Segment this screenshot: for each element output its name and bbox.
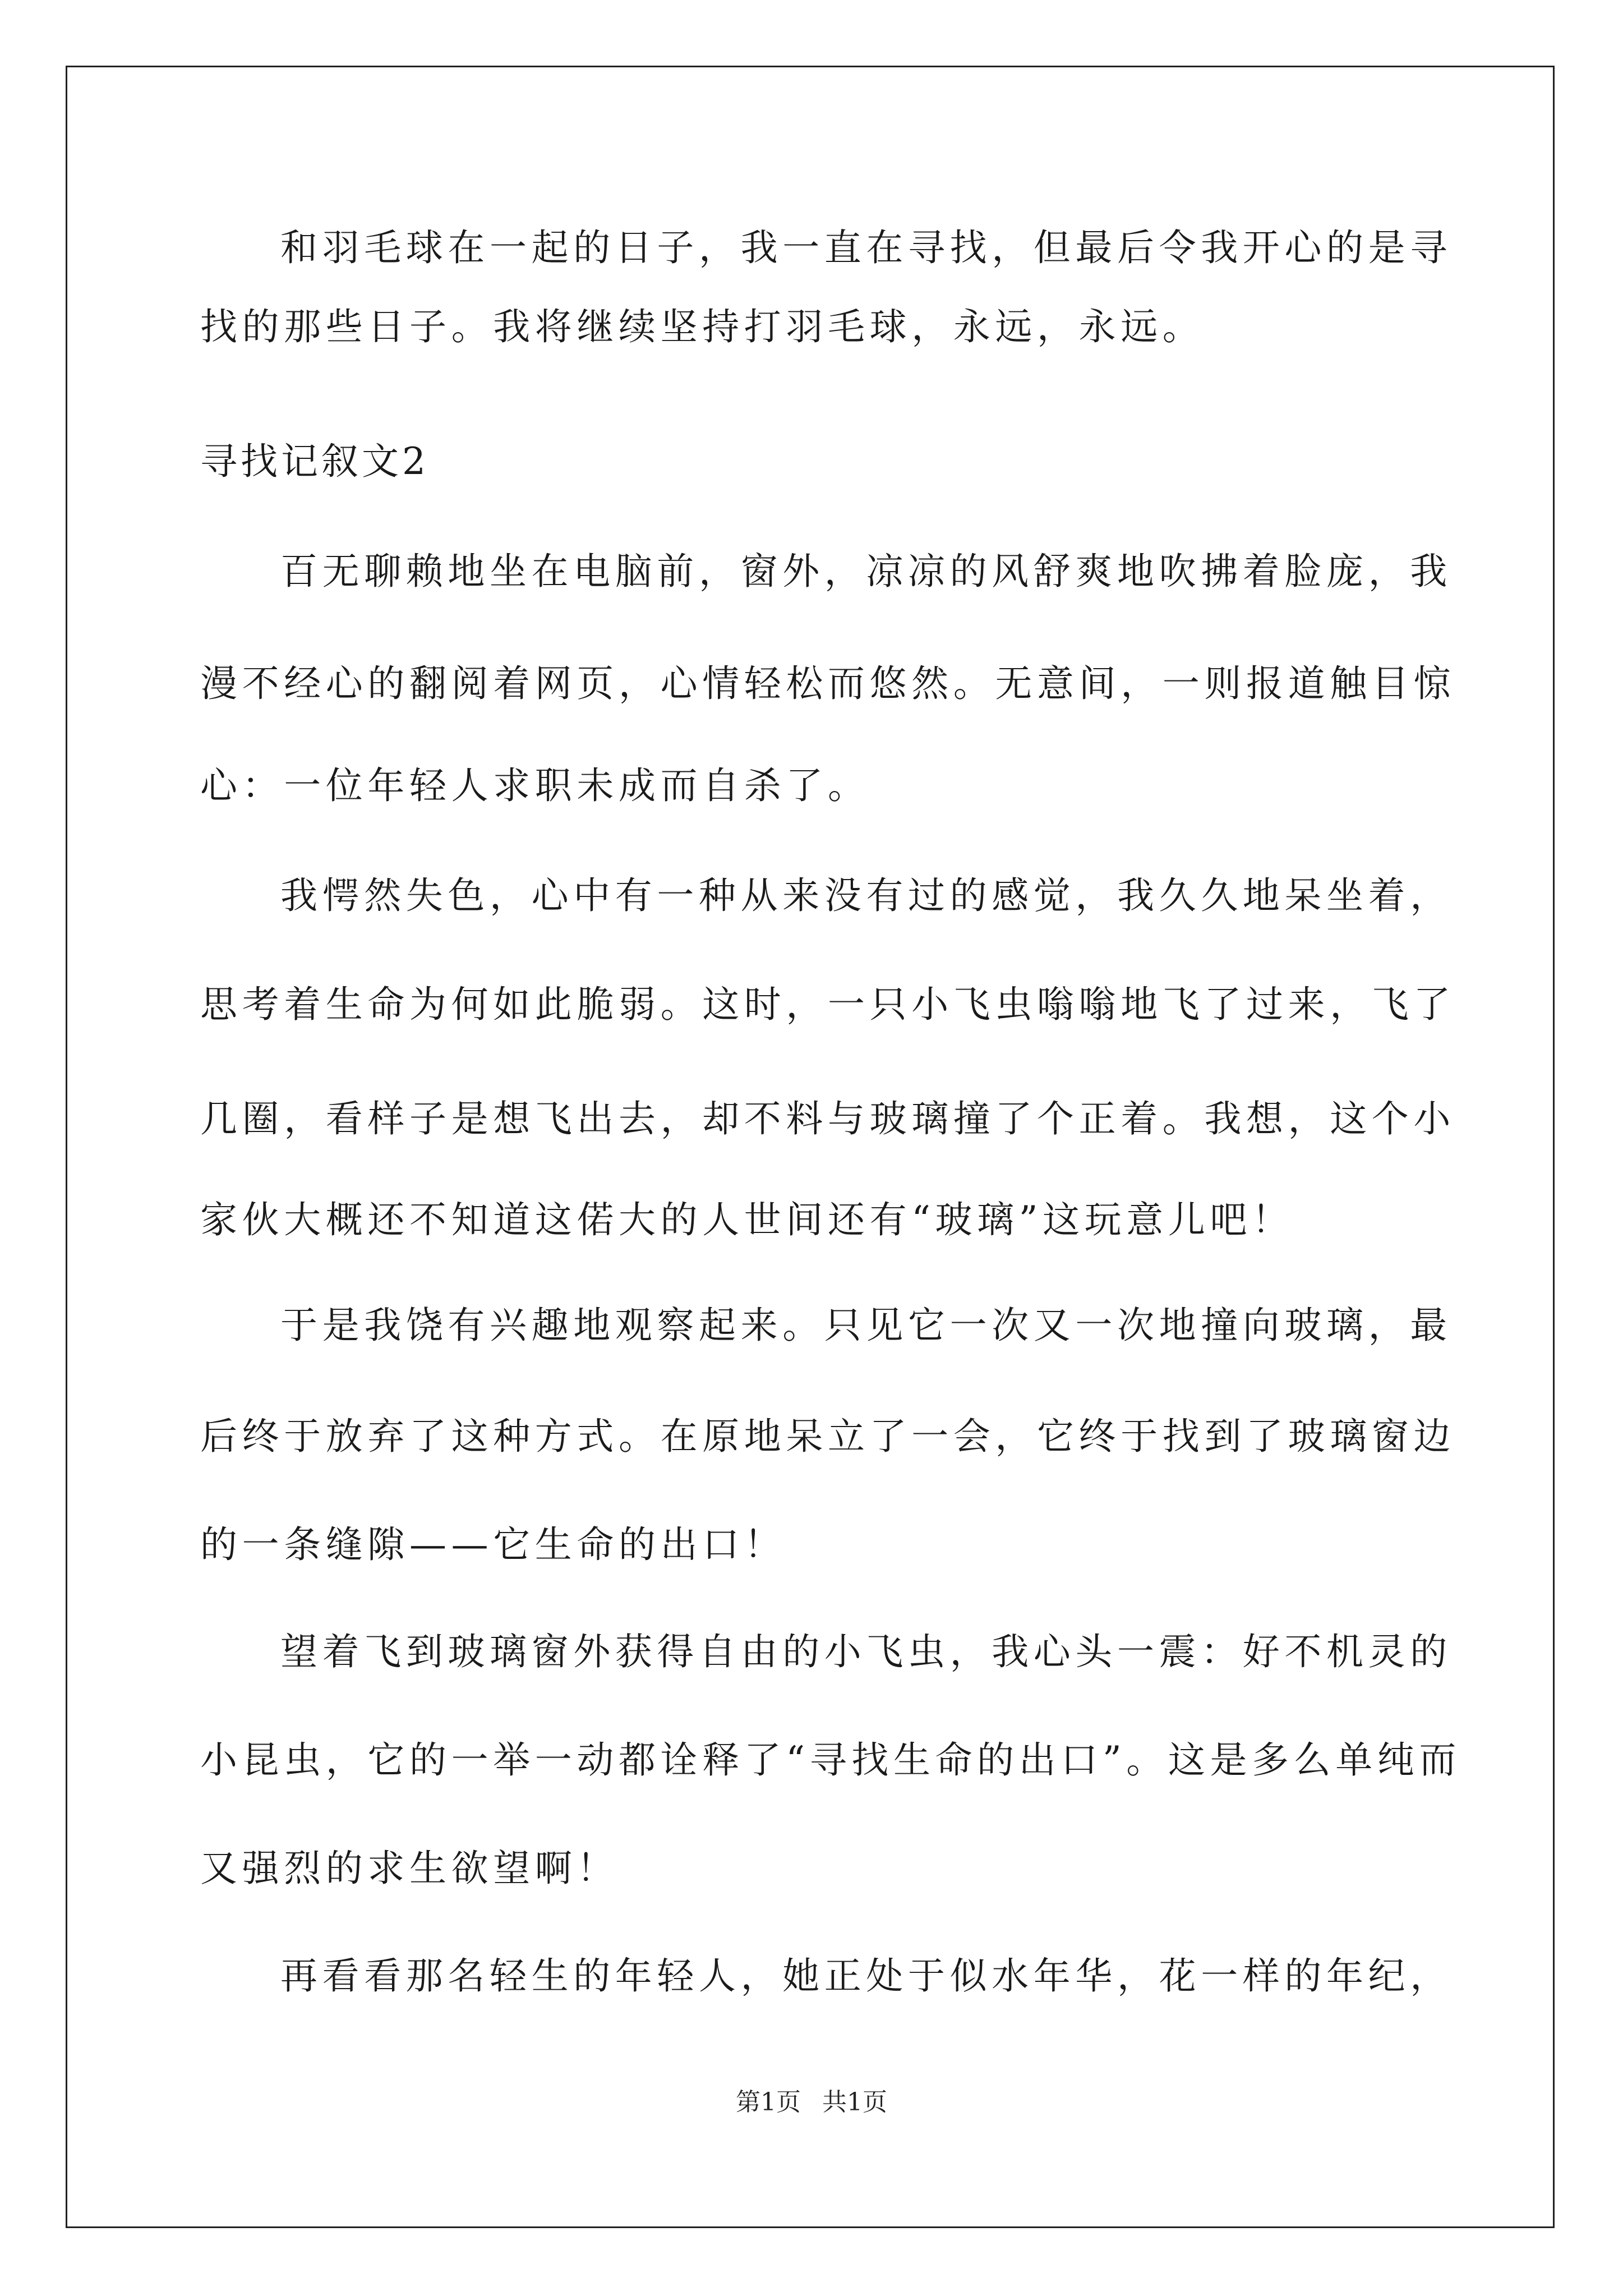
paragraph-line: 百无聊赖地坐在电脑前，窗外，凉凉的风舒爽地吹拂着脸庞，我 <box>280 550 1452 593</box>
page-number: 第1页 <box>736 2088 801 2116</box>
page-border <box>66 66 1555 2228</box>
paragraph-line: 漫不经心的翻阅着网页，心情轻松而悠然。无意间，一则报道触目惊 <box>200 662 1455 705</box>
paragraph-line: 又强烈的求生欲望啊！ <box>200 1847 619 1890</box>
paragraph-line: 后终于放弃了这种方式。在原地呆立了一会，它终于找到了玻璃窗边 <box>200 1415 1455 1458</box>
section-heading: 寻找记叙文2 <box>200 440 429 483</box>
paragraph-line: 心：一位年轻人求职未成而自杀了。 <box>200 764 870 807</box>
paragraph-line: 小昆虫，它的一举一动都诠释了“寻找生命的出口”。这是多么单纯而 <box>200 1738 1461 1782</box>
paragraph-line: 几圈，看样子是想飞出去，却不料与玻璃撞了个正着。我想，这个小 <box>200 1097 1455 1140</box>
paragraph-line: 家伙大概还不知道这偌大的人世间还有“玻璃”这玩意儿吧！ <box>200 1198 1294 1241</box>
paragraph-line: 思考着生命为何如此脆弱。这时，一只小飞虫嗡嗡地飞了过来，飞了 <box>200 983 1455 1026</box>
page-footer <box>0 2087 1623 2118</box>
paragraph-line: 再看看那名轻生的年轻人，她正处于似水年华，花一样的年纪， <box>280 1954 1452 1998</box>
paragraph-line: 的一条缝隙——它生命的出口！ <box>200 1523 786 1566</box>
paragraph-line: 我愕然失色，心中有一种从来没有过的感觉，我久久地呆坐着， <box>280 874 1452 917</box>
paragraph-line: 找的那些日子。我将继续坚持打羽毛球，永远，永远。 <box>200 305 1205 348</box>
paragraph-line: 于是我饶有兴趣地观察起来。只见它一次又一次地撞向玻璃，最 <box>280 1304 1452 1347</box>
paragraph-line: 和羽毛球在一起的日子，我一直在寻找，但最后令我开心的是寻 <box>280 226 1452 269</box>
page-total: 共1页 <box>822 2088 887 2116</box>
paragraph-line: 望着飞到玻璃窗外获得自由的小飞虫，我心头一震：好不机灵的 <box>280 1630 1452 1673</box>
